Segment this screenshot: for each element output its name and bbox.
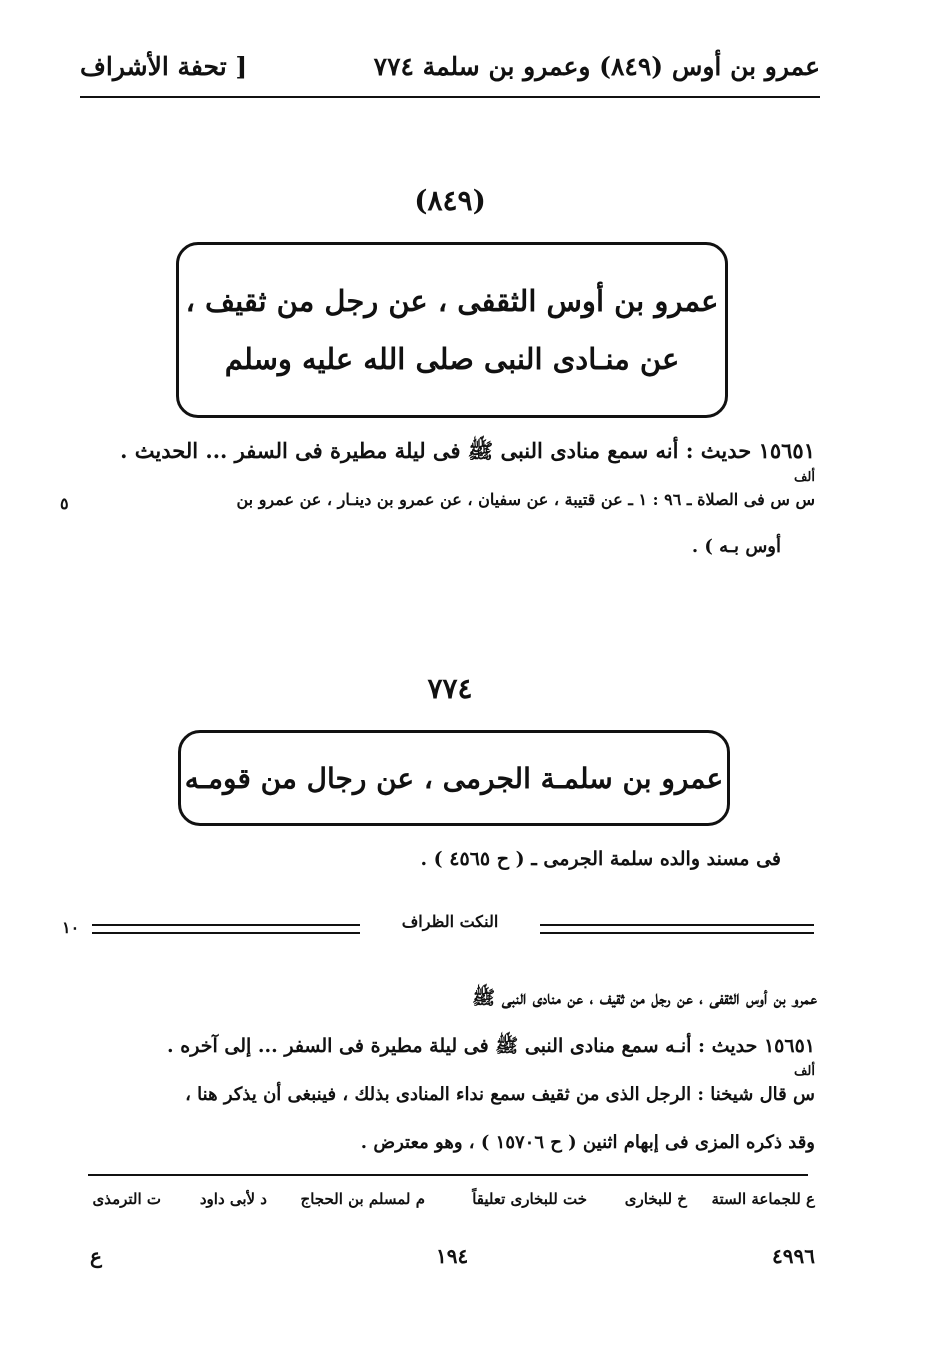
hadith-line: ١٥٦٥١ حديث : أنه سمع منادى النبى ﷺ فى ليلة مطيرة فى السفر ... الحديث . — [120, 438, 815, 463]
legend-item-2: خ للبخارى — [624, 1190, 687, 1208]
line-marker-10: ١٠ — [62, 918, 80, 937]
musnad-note: فى مسند والده سلمة الجرمى ـ ( ح ٤٥٦٥ ) . — [420, 848, 781, 870]
nukat-sup-alef: ألف — [793, 1064, 815, 1079]
reference-line-1: س س فى الصلاة ـ ٩٦ : ١ ـ عن قتيبة ، عن سفيان ، عن عمرو بن دينـار ، عن عمرو بن — [236, 490, 815, 509]
section-number-849: (٨٤٩) — [414, 184, 486, 217]
narrator-box-774 — [178, 730, 730, 826]
running-header — [80, 52, 820, 102]
legend-item-1: ع للجماعة الستة — [711, 1190, 815, 1208]
reference-line-2: أوس بـه ) . — [691, 536, 781, 557]
separator-line-left — [92, 924, 360, 934]
nukat-separator — [92, 912, 814, 938]
legend-item-4: م لمسلم بن الحجاج — [300, 1190, 425, 1208]
legend-item-5: د لأبى داود — [199, 1190, 267, 1208]
separator-label: النكت الظراف — [401, 912, 499, 931]
narrator-line-2: عن منـادى النبى صلى الله عليه وسلم — [224, 342, 680, 376]
nukat-line-2: ١٥٦٥١ حديث : أنـه سمع منادى النبى ﷺ فى ليلة مطيرة فى السفر ... إلى آخره . — [167, 1035, 815, 1057]
footer-page-ref: ٤٩٩٦ — [772, 1244, 815, 1268]
legend-item-6: ت الترمذى — [92, 1190, 161, 1208]
sup-alef: ألف — [793, 470, 815, 485]
narrator-line-1: عمرو بن أوس الثقفى ، عن رجل من ثقيف ، — [185, 284, 719, 318]
narrator-line: عمرو بن سلمـة الجرمى ، عن رجال من قومـه — [184, 761, 724, 795]
header-rule — [80, 96, 820, 98]
footer-rule — [88, 1174, 808, 1176]
separator-line-right — [540, 924, 814, 934]
header-title: عمرو بن أوس (٨٤٩) وعمرو بن سلمة ٧٧٤ — [373, 52, 820, 81]
line-marker-5: ٥ — [60, 494, 69, 513]
legend-item-3: خت للبخارى تعليقاً — [472, 1190, 587, 1208]
nukat-line-1: عمرو بن أوس الثقفى ، عن رجل من ثقيف ، عن منادى النبى ﷺ — [472, 987, 817, 1009]
narrator-box-849 — [176, 242, 728, 418]
nukat-line-4: وقد ذكره المزى فى إبهام اثنين ( ح ١٥٧٠٦ ) ، وهو معترض . — [360, 1132, 815, 1153]
nukat-line-3: س قال شيخنا : الرجل الذى من ثقيف سمع نداء المنادى بذلك ، فينبغى أن يذكر هنا ، — [185, 1084, 815, 1105]
section-number-774: ٧٧٤ — [427, 672, 473, 705]
header-book-name: [ تحفة الأشراف — [80, 52, 248, 81]
footer-volume-mark: ع — [90, 1244, 102, 1268]
footer-page-number: ١٩٤ — [436, 1244, 469, 1268]
